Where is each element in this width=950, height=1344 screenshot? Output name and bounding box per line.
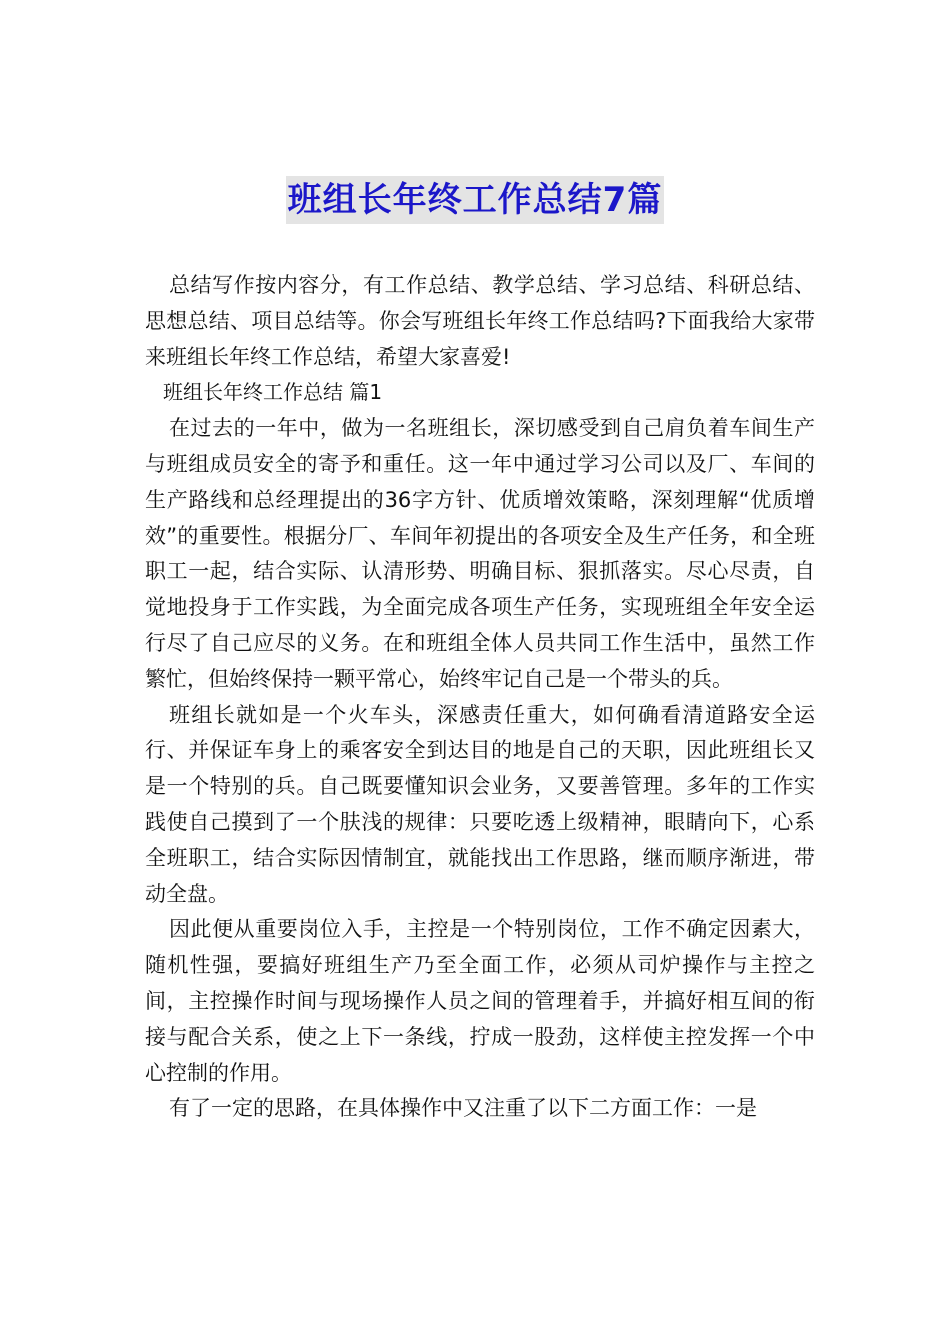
document-body bbox=[145, 268, 815, 1127]
body-paragraph: 因此便从重要岗位入手，主控是一个特别岗位，工作不确定因素大，随机性强，要搞好班组生产乃至全面工作，必须从司炉操作与主控之间，主控操作时间与现场操作人员之间的管理着手，并搞好相互间的衔接与配合关系，使之上下一条线，拧成一股劲，这样使主控发挥一个中心控制的作用。 bbox=[145, 917, 815, 1085]
title-container bbox=[0, 176, 950, 224]
body-paragraph: 在过去的一年中，做为一名班组长，深切感受到自己肩负着车间生产与班组成员安全的寄予和重任。这一年中通过学习公司以及厂、车间的生产路线和总经理提出的36字方针、优质增效策略，深刻理解“优质增效”的重要性。根据分厂、车间年初提出的各项安全及生产任务，和全班职工一起，结合实际、认清形势、明确目标、狠抓落实。尽心尽责，自觉地投身于工作实践，为全面完成各项生产任务，实现班组全年安全运行尽了自己应尽的义务。在和班组全体人员共同工作生活中，虽然工作繁忙，但始终保持一颗平常心，始终牢记自己是一个带头的兵。 bbox=[145, 416, 815, 691]
section-heading: 班组长年终工作总结 篇1 bbox=[163, 380, 383, 405]
body-paragraph: 有了一定的思路，在具体操作中又注重了以下二方面工作：一是 bbox=[169, 1096, 757, 1121]
body-paragraph: 班组长就如是一个火车头，深感责任重大，如何确看清道路安全运行、并保证车身上的乘客安全到达目的地是自己的天职，因此班组长又是一个特别的兵。自己既要懂知识会业务，又要善管理。多年的工作实践使自己摸到了一个肤浅的规律：只要吃透上级精神，眼睛向下，心系全班职工，结合实际因情制宜，就能找出工作思路，继而顺序渐进，带动全盘。 bbox=[145, 702, 815, 906]
document-title: 班组长年终工作总结7篇 bbox=[286, 176, 665, 224]
intro-paragraph: 总结写作按内容分，有工作总结、教学总结、学习总结、科研总结、思想总结、项目总结等。你会写班组长年终工作总结吗?下面我给大家带来班组长年终工作总结，希望大家喜爱! bbox=[145, 273, 815, 369]
